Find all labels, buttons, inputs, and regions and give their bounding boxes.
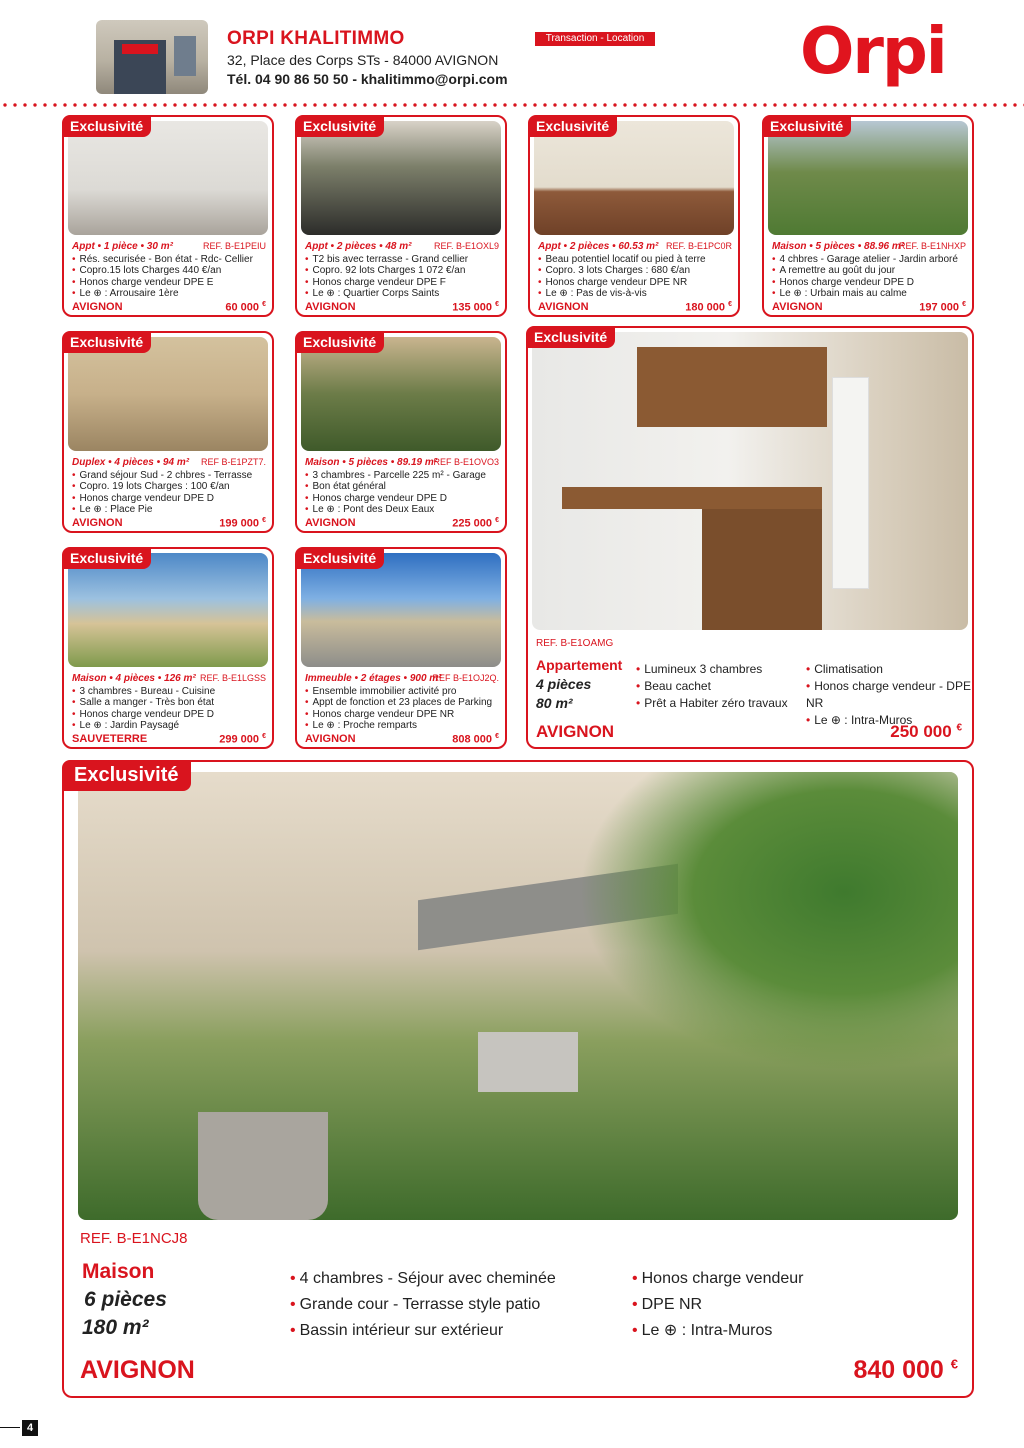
listing-city: AVIGNON [536,722,615,741]
listing-ref: REF B-E1PZT7. [200,457,266,467]
listing-type: Appt • 2 pièces • 48 m² [305,241,412,252]
feature-list [72,470,252,515]
listing-card[interactable] [62,331,274,533]
feature-list [632,1266,804,1344]
listing-rooms: 4 pièces [536,676,592,692]
listing-ref: REF. B-E1NHXP [898,241,966,251]
feature-item: • Le ⊕ : Place Pie [72,504,252,515]
listing-ref: REF. B-E1OXL9 [433,241,499,251]
feature-item: • 4 chambres - Séjour avec cheminée [290,1266,556,1292]
feature-item: • Honos charge vendeur DPE D [772,277,958,288]
feature-list [772,254,958,299]
exclusivite-tag: Exclusivité [62,331,151,353]
feature-item: • Grande cour - Terrasse style patio [290,1292,556,1318]
listing-ref: REF B-E1OJ2Q. [432,673,499,683]
property-photo [768,121,968,235]
listing-city: AVIGNON [72,517,123,529]
feature-item: • Honos charge vendeur [632,1266,804,1292]
feature-item: • Le ⊕ : Urbain mais au calme [772,288,958,299]
listing-type: Immeuble • 2 étages • 900 m² [305,673,442,684]
dotted-divider [0,102,1024,108]
feature-item: • Salle a manger - Très bon état [72,697,215,708]
listing-type: Duplex • 4 pièces • 94 m² [72,457,190,468]
listing-city: AVIGNON [305,517,356,529]
orpi-logo: Orpi [800,15,946,89]
listing-type: Appartement [536,657,623,673]
page-number-marker [0,1420,40,1436]
feature-item: • Copro. 3 lots Charges : 680 €/an [538,265,706,276]
feature-list [72,686,215,731]
listing-price: 840 000 € [853,1356,958,1384]
feature-item: • Bon état général [305,481,486,492]
listing-city: AVIGNON [772,301,823,313]
listing-price: 60 000 € [225,301,266,314]
feature-item: • DPE NR [632,1292,804,1318]
feature-item: • Beau cachet [636,678,788,695]
feature-item: • Grand séjour Sud - 2 chbres - Terrasse [72,470,252,481]
feature-list [290,1266,556,1344]
property-photo [301,553,501,667]
listing-price: 299 000 € [219,733,266,746]
feature-item: • Honos charge vendeur DPE NR [538,277,706,288]
listing-type: Maison • 5 pièces • 88.96 m² [772,241,905,252]
listing-price: 808 000 € [452,733,499,746]
feature-item: • T2 bis avec terrasse - Grand cellier [305,254,468,265]
listing-ref: REF. B-E1PEIU [202,241,266,251]
listing-price: 250 000 € [890,722,962,741]
listing-price: 135 000 € [452,301,499,314]
listing-rooms: 6 pièces [84,1288,167,1311]
feature-item: • 3 chambres - Parcelle 225 m² - Garage [305,470,486,481]
feature-item: • 3 chambres - Bureau - Cuisine [72,686,215,697]
listing-city: AVIGNON [538,301,589,313]
property-photo [532,332,968,630]
feature-item: • Honos charge vendeur DPE D [72,493,252,504]
transaction-badge: Transaction - Location [535,32,655,46]
listing-ref: REF B-E1OVO3 [433,457,499,467]
property-photo [534,121,734,235]
listing-price: 197 000 € [919,301,966,314]
listing-price: 180 000 € [685,301,732,314]
feature-item: • Copro. 92 lots Charges 1 072 €/an [305,265,468,276]
exclusivite-tag: Exclusivité [295,115,384,137]
feature-item: • 4 chbres - Garage atelier - Jardin arboré [772,254,958,265]
property-photo [301,337,501,451]
page-number: 4 [22,1420,38,1436]
listing-city: AVIGNON [305,733,356,745]
feature-item: • Prêt a Habiter zéro travaux [636,695,788,712]
agency-contact: Tél. 04 90 86 50 50 - khalitimmo@orpi.com [227,71,508,87]
feature-item: • Le ⊕ : Arrousaire 1ère [72,288,253,299]
feature-list [305,470,486,515]
exclusivite-tag: Exclusivité [526,326,615,348]
listing-type: Appt • 1 pièce • 30 m² [72,241,173,252]
feature-item: • Honos charge vendeur DPE F [305,277,468,288]
feature-item: • Le ⊕ : Proche remparts [305,720,492,731]
exclusivite-tag: Exclusivité [295,547,384,569]
listing-price: 199 000 € [219,517,266,530]
property-photo [68,553,268,667]
feature-item: • Le ⊕ : Pont des Deux Eaux [305,504,486,515]
feature-list [305,254,468,299]
feature-item: • Le ⊕ : Jardin Paysagé [72,720,215,731]
feature-item: • Rés. securisée - Bon état - Rdc- Cellier [72,254,253,265]
feature-item: • Honos charge vendeur DPE D [72,709,215,720]
listing-card[interactable] [762,115,974,317]
property-photo [68,121,268,235]
listing-city: AVIGNON [72,301,123,313]
listing-area: 180 m² [82,1316,149,1339]
listing-type: Maison • 4 pièces • 126 m² [72,673,196,684]
feature-item: • Copro. 19 lots Charges : 100 €/an [72,481,252,492]
listing-card[interactable] [295,331,507,533]
property-photo [78,772,958,1220]
exclusivite-tag: Exclusivité [62,760,191,791]
exclusivite-tag: Exclusivité [528,115,617,137]
feature-item: • Ensemble immobilier activité pro [305,686,492,697]
feature-item: • Honos charge vendeur - DPE NR [806,678,972,712]
feature-item: • Le ⊕ : Quartier Corps Saints [305,288,468,299]
listing-ref: REF. B-E1PC0R [665,241,732,251]
feature-list [636,661,788,712]
listing-type: Appt • 2 pièces • 60.53 m² [538,241,659,252]
listing-type: Maison • 5 pièces • 89.19 m² [305,457,438,468]
feature-item: • Le ⊕ : Intra-Muros [632,1318,804,1344]
feature-item: • Bassin intérieur sur extérieur [290,1318,556,1344]
feature-item: • Honos charge vendeur DPE E [72,277,253,288]
feature-item: • Honos charge vendeur DPE NR [305,709,492,720]
feature-list [806,661,972,729]
featured-listing-card[interactable] [526,326,974,749]
listing-card[interactable] [62,547,274,749]
listing-price: 225 000 € [452,517,499,530]
exclusivite-tag: Exclusivité [295,331,384,353]
feature-list [538,254,706,299]
exclusivite-tag: Exclusivité [62,115,151,137]
exclusivite-tag: Exclusivité [762,115,851,137]
agency-name: ORPI KHALITIMMO [227,28,405,49]
feature-item: • Lumineux 3 chambres [636,661,788,678]
agency-address: 32, Place des Corps STs - 84000 AVIGNON [227,52,499,68]
property-photo [301,121,501,235]
exclusivite-tag: Exclusivité [62,547,151,569]
feature-item: • Appt de fonction et 23 places de Parking [305,697,492,708]
feature-item: • Le ⊕ : Intra-Muros [806,712,972,729]
listing-city: AVIGNON [305,301,356,313]
listing-ref: REF. B-E1OAMG [536,638,614,649]
listing-city: SAUVETERRE [72,733,148,745]
feature-list [305,686,492,731]
listing-ref: REF. B-E1LGSS [199,673,266,683]
listing-card[interactable] [295,547,507,749]
listing-city: AVIGNON [80,1356,195,1384]
listing-card[interactable] [295,115,507,317]
listing-card[interactable] [62,115,274,317]
feature-item: • Copro.15 lots Charges 440 €/an [72,265,253,276]
listing-area: 80 m² [536,695,573,711]
property-photo [68,337,268,451]
feature-item: • Le ⊕ : Pas de vis-à-vis [538,288,706,299]
feature-item: • Climatisation [806,661,972,678]
featured-listing-card[interactable] [62,760,974,1398]
feature-item: • A remettre au goût du jour [772,265,958,276]
listing-type: Maison [82,1260,155,1283]
feature-list [72,254,253,299]
listing-ref: REF. B-E1NCJ8 [80,1230,188,1247]
feature-item: • Honos charge vendeur DPE D [305,493,486,504]
agency-storefront-photo [96,20,208,94]
feature-item: • Beau potentiel locatif ou pied à terre [538,254,706,265]
listing-card[interactable] [528,115,740,317]
